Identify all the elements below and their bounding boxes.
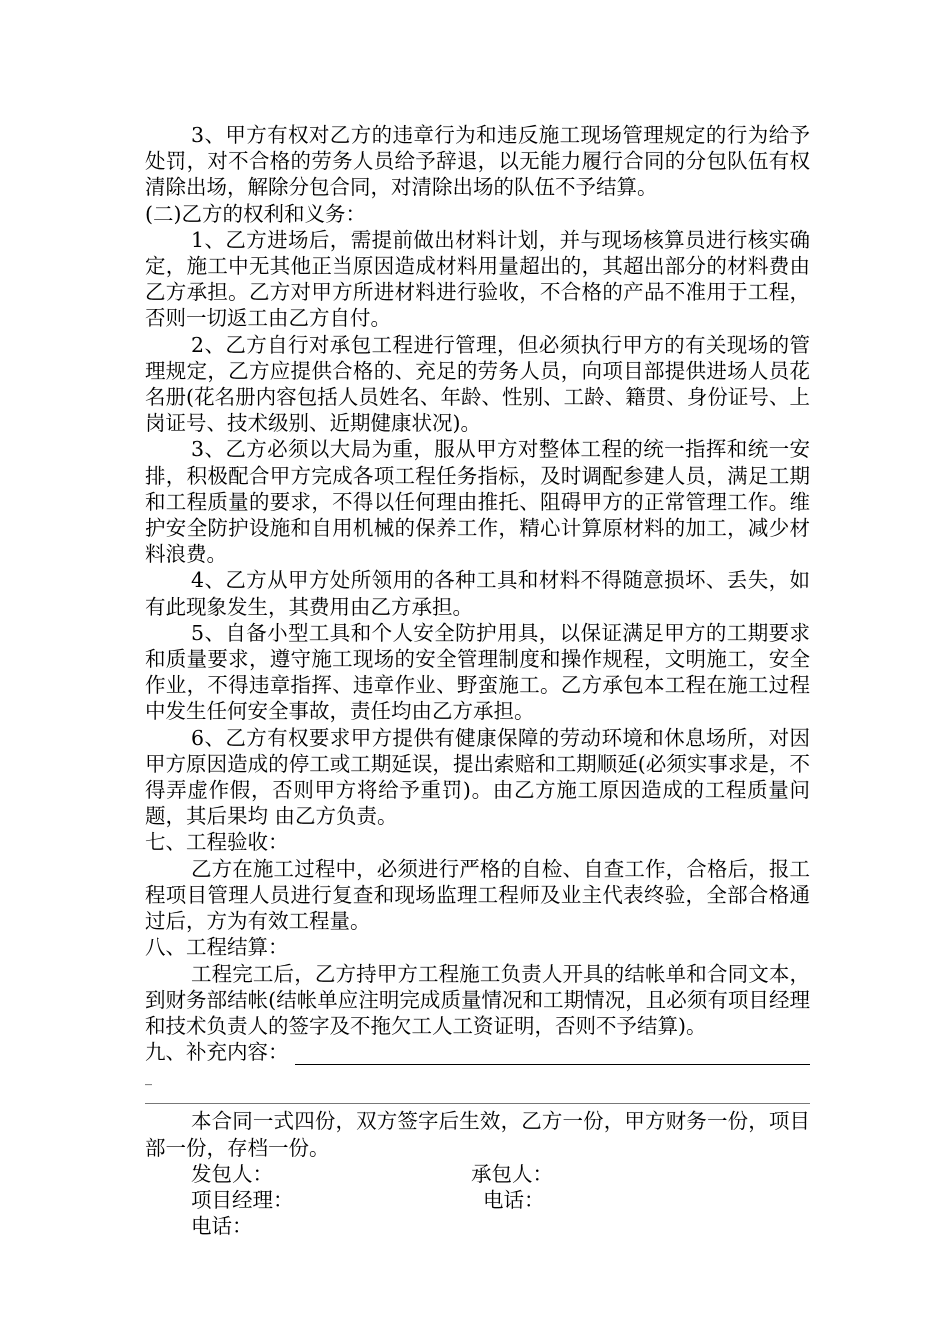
clause-yifang-3: 3、乙方必须以大局为重，服从甲方对整体工程的统一指挥和统一安排，积极配合甲方完成各项工程任务指标，及时调配参建人员，满足工期和工程质量的要求，不得以任何理由推托、阻碍甲方的正常管理工作。维护安全防护设施和自用机械的保养工作，精心计算原材料的加工，减少材料浪费。	[145, 437, 810, 567]
supplement-blank-rule	[295, 1047, 811, 1065]
clause-yifang-6: 6、乙方有权要求甲方提供有健康保障的劳动环境和休息场所，对因甲方原因造成的停工或工期延误，提出索赔和工期顺延(必须实事求是，不得弄虚作假，否则甲方将给予重罚)。由乙方施工原因造成的工程质量问题，其后果均 由乙方负责。	[145, 725, 810, 829]
clause-jiafang-3: 3、甲方有权对乙方的违章行为和违反施工现场管理规定的行为给予处罚，对不合格的劳务人员给予辞退，以无能力履行合同的分包队伍有权清除出场，解除分包合同，对清除出场的队伍不予结算。	[145, 123, 810, 200]
issuer-label: 发包人：	[191, 1161, 273, 1186]
supplement-full-rule	[145, 1091, 810, 1104]
clause-yifang-5: 5、自备小型工具和个人安全防护用具，以保证满足甲方的工期要求和质量要求，遵守施工现场的安全管理制度和操作规程，文明施工，安全作业，不得违章指挥、违章作业、野蛮施工。乙方承包本工程在施工过程中发生任何安全事故，责任均由乙方承担。	[145, 620, 810, 724]
signature-row-2	[145, 1187, 810, 1213]
supplement-dash-row	[145, 1065, 810, 1091]
supplement-dash: _	[145, 1070, 152, 1087]
section-heading-settlement: 八、工程结算：	[145, 935, 289, 960]
section-heading-acceptance: 七、工程验收：	[145, 830, 289, 855]
acceptance-text: 乙方在施工过程中，必须进行严格的自检、自查工作，合格后，报工程项目管理人员进行复查和现场监理工程师及业主代表终验，全部合格通过后，方为有效工程量。	[145, 856, 810, 934]
section-heading-supplement: 九、补充内容：	[145, 1040, 289, 1065]
section-heading-yifang-rights: (二)乙方的权利和义务：	[145, 201, 366, 226]
settlement-text: 工程完工后，乙方持甲方工程施工负责人开具的结帐单和合同文本，到财务部结帐(结帐单应注明完成质量情况和工期情况，且必须有项目经理和技术负责人的签字及不拖欠工人工资证明，否则不予结算)。	[145, 961, 810, 1038]
project-manager-label: 项目经理：	[191, 1187, 294, 1212]
clause-yifang-4: 4、乙方从甲方处所领用的各种工具和材料不得随意损坏、丢失，如有此现象发生，其费用由乙方承担。	[145, 568, 810, 619]
clause-yifang-1: 1、乙方进场后，需提前做出材料计划，并与现场核算员进行核实确定，施工中无其他正当原因造成材料用量超出的，其超出部分的材料费由乙方承担。乙方对甲方所进材料进行验收，不合格的产品不准用于工程，否则一切返工由乙方自付。	[145, 227, 810, 331]
supplement-line	[145, 1039, 810, 1065]
phone-label-left: 电话：	[191, 1214, 253, 1239]
phone-label-right: 电话：	[483, 1187, 545, 1212]
copies-text: 本合同一式四份，双方签字后生效，乙方一份，甲方财务一份，项目部一份，存档一份。	[145, 1109, 810, 1160]
signature-row-1	[145, 1161, 810, 1187]
signature-row-3	[145, 1213, 810, 1239]
contract-page	[145, 122, 810, 1239]
clause-yifang-2: 2、乙方自行对承包工程进行管理，但必须执行甲方的有关现场的管理规定，乙方应提供合格的、充足的劳务人员，向项目部提供进场人员花名册(花名册内容包括人员姓名、年龄、性别、工龄、籍贯、身份证号、上岗证号、技术级别、近期健康状况)。	[145, 332, 810, 436]
contractor-label: 承包人：	[471, 1161, 553, 1186]
